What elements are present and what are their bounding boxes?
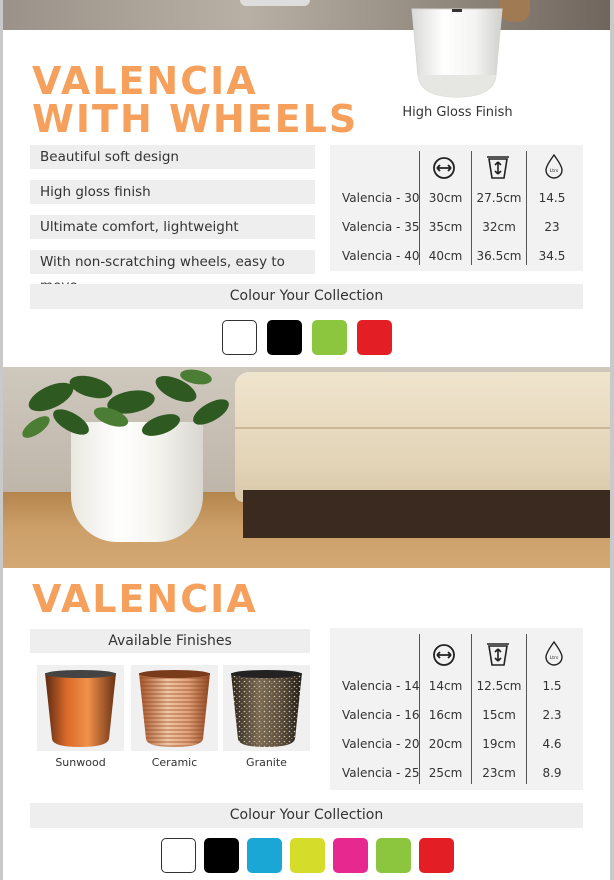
spec-row-litres: 2.3 [542,708,562,722]
photo-sofa [235,372,610,502]
spec-table-1 [330,145,583,271]
spec-row-name: Valencia - 30 [342,191,420,205]
section1-title-line1: VALENCIA [32,59,258,103]
colour-swatch[interactable] [333,838,368,873]
colour-collection-heading: Colour Your Collection [30,803,583,828]
colour-swatch[interactable] [419,838,454,873]
spec-row-diameter: 20cm [428,737,463,751]
glossy-pot-image [408,5,506,101]
spec-row-height: 15cm [482,708,516,722]
feature-item: With non-scratching wheels, easy to [30,250,315,274]
spec-row-litres: 4.6 [542,737,562,751]
colour-swatch[interactable] [312,320,347,355]
height-icon [485,641,511,667]
spec-row-height: 23cm [482,766,516,780]
spec-row-name: Valencia - 25 [342,766,420,780]
spec-row-height: 19cm [482,737,516,751]
colour-swatch[interactable] [376,838,411,873]
spec-table-2 [330,628,583,790]
colour-collection-heading: Colour Your Collection [30,284,583,309]
photo-sofa-base [243,490,610,538]
feature-item: Beautiful soft design [30,145,315,169]
colour-swatch[interactable] [247,838,282,873]
diameter-icon [431,642,457,668]
spec-row-diameter: 16cm [428,708,463,722]
colour-swatch[interactable] [290,838,325,873]
lifestyle-photo [3,367,610,568]
photo-detail [240,0,310,6]
spec-row-diameter: 14cm [428,679,463,693]
spec-row-name: Valencia - 16 [342,708,420,722]
feature-item: Ultimate comfort, lightweight [30,215,315,239]
spec-row-name: Valencia - 20 [342,737,420,751]
finish-name: Ceramic [151,756,198,769]
section1-title-line2: WITH WHEELS [32,97,359,141]
diameter-icon [431,155,457,181]
spec-row-diameter: 30cm [428,191,463,205]
section2-title: VALENCIA [32,577,258,621]
high-gloss-finish-label: High Gloss Finish [402,105,513,120]
spec-row-name: Valencia - 14 [342,679,420,693]
spec-row-height: 36.5cm [476,249,522,263]
spec-row-height: 27.5cm [476,191,522,205]
finish-sunwood-image [37,665,124,751]
spec-row-litres: 23 [544,220,560,234]
litre-icon [541,640,567,666]
spec-row-name: Valencia - 35 [342,220,420,234]
photo-sofa-seam [235,427,610,429]
top-photo-strip [0,0,614,30]
litre-icon-text: Ltrs [549,169,559,174]
spec-row-name: Valencia - 40 [342,249,420,263]
finish-name: Granite [246,756,287,769]
colour-swatch[interactable] [161,838,196,873]
spec-row-diameter: 35cm [428,220,463,234]
litre-icon-text: Ltrs [549,656,559,661]
colour-swatch[interactable] [222,320,257,355]
spec-row-diameter: 25cm [428,766,463,780]
colour-swatch[interactable] [357,320,392,355]
spec-row-height: 12.5cm [476,679,522,693]
feature-item: High gloss finish [30,180,315,204]
height-icon [485,154,511,180]
finish-granite-image [223,665,310,751]
finish-name: Sunwood [55,756,106,769]
colour-swatch[interactable] [267,320,302,355]
page-gutter-right [610,0,614,880]
plant-leaves [11,367,241,445]
spec-row-litres: 8.9 [542,766,562,780]
spec-row-litres: 34.5 [538,249,566,263]
spec-row-litres: 14.5 [538,191,566,205]
spec-row-diameter: 40cm [428,249,463,263]
spec-row-litres: 1.5 [542,679,562,693]
finish-ceramic-image [131,665,218,751]
spec-row-height: 32cm [482,220,516,234]
available-finishes-heading: Available Finishes [30,629,310,653]
litre-icon [541,153,567,179]
colour-swatch[interactable] [204,838,239,873]
